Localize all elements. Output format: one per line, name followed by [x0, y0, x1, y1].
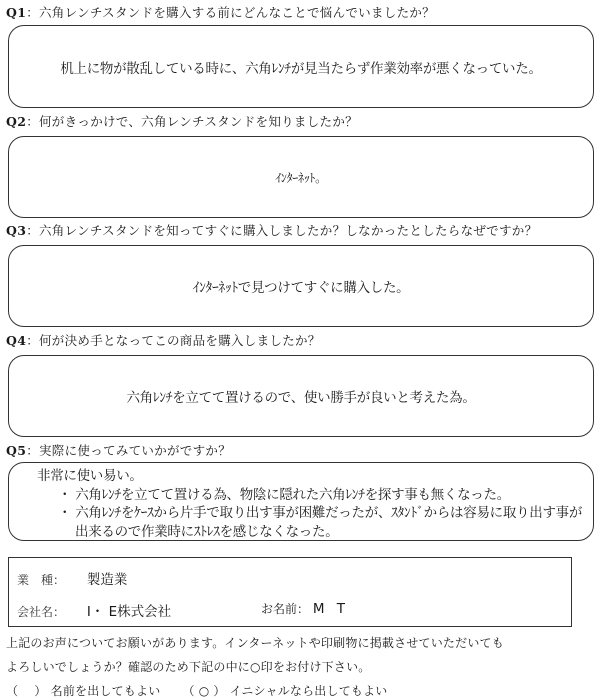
- company-row: [17, 600, 171, 620]
- question-number: Q3: [6, 223, 27, 238]
- company-value: I・ E株式会社: [86, 604, 172, 620]
- option-name-checkbox[interactable]: （ ）: [6, 684, 47, 698]
- option-initials-label: イニシャルなら出してもよい: [229, 684, 388, 698]
- answer-text: ｲﾝﾀｰﾈｯﾄで見つけてすぐに購入した。: [192, 280, 410, 296]
- answer-box-1: [8, 25, 594, 108]
- question-2-label: [6, 114, 358, 130]
- question-text: ：六角レンチスタンドを知ってすぐに購入しましたか？しなかったとしたらなぜですか？: [26, 223, 538, 238]
- question-1-label: [6, 5, 435, 21]
- option-initials-checkbox[interactable]: （ ○ ）: [182, 684, 226, 698]
- name-row: [261, 600, 349, 617]
- consent-request-line-1: 上記のお声についてお願いがあります。インターネットや印刷物に掲載させていただいても: [6, 636, 504, 650]
- answer-bullet-1: ・ 六角ﾚﾝﾁを立てて置ける為、物陰に隠れた六角ﾚﾝﾁを探す事も無くなった。: [58, 486, 510, 503]
- question-text: ：何がきっかけで、六角レンチスタンドを知りましたか？: [26, 114, 358, 129]
- answer-text: 六角ﾚﾝﾁを立てて置けるので、使い勝手が良いと考えた為。: [126, 390, 476, 406]
- question-number: Q2: [6, 114, 27, 129]
- question-3-label: [6, 223, 537, 239]
- question-number: Q4: [6, 333, 27, 348]
- question-5-label: [6, 443, 231, 459]
- answer-box-3: [8, 245, 594, 327]
- answer-bullet-2-continued: 出来るので作業時にｽﾄﾚｽを感じなくなった。: [75, 523, 339, 540]
- name-label: お名前：: [261, 602, 310, 616]
- industry-label: 業 種：: [17, 573, 66, 587]
- respondent-info-box: [8, 557, 572, 627]
- question-text: ：六角レンチスタンドを購入する前にどんなことで悩んでいましたか？: [26, 5, 435, 20]
- answer-box-4: [8, 355, 594, 437]
- answer-box-2: [8, 136, 594, 218]
- question-number: Q5: [6, 443, 27, 458]
- consent-request-line-2: よろしいでしょうか？確認のため下記の中に○印をお付け下さい。: [6, 660, 371, 674]
- industry-value: 製造業: [86, 572, 128, 588]
- question-4-label: [6, 333, 321, 349]
- question-text: ：何が決め手となってこの商品を購入しましたか？: [26, 333, 321, 348]
- answer-box-5: [8, 462, 594, 541]
- answer-text: 机上に物が散乱している時に、六角ﾚﾝﾁが見当たらず作業効率が悪くなっていた。: [60, 60, 542, 77]
- industry-row: [17, 568, 127, 588]
- option-name-label: 名前を出してもよい: [50, 684, 161, 698]
- answer-text: ｲﾝﾀｰﾈｯﾄ。: [275, 170, 327, 185]
- question-text: ：実際に使ってみていかがですか？: [26, 443, 231, 458]
- consent-options: [6, 683, 388, 699]
- question-number: Q1: [6, 5, 27, 20]
- company-label: 会社名：: [17, 605, 66, 619]
- answer-bullet-2: ・ 六角ﾚﾝﾁをｹｰｽから片手で取り出す事が困難だったが、ｽﾀﾝﾄﾞからは容易に取り出す事が: [58, 505, 583, 521]
- answer-line-summary: 非常に使い易い。: [37, 468, 143, 484]
- name-value: M T: [312, 601, 350, 617]
